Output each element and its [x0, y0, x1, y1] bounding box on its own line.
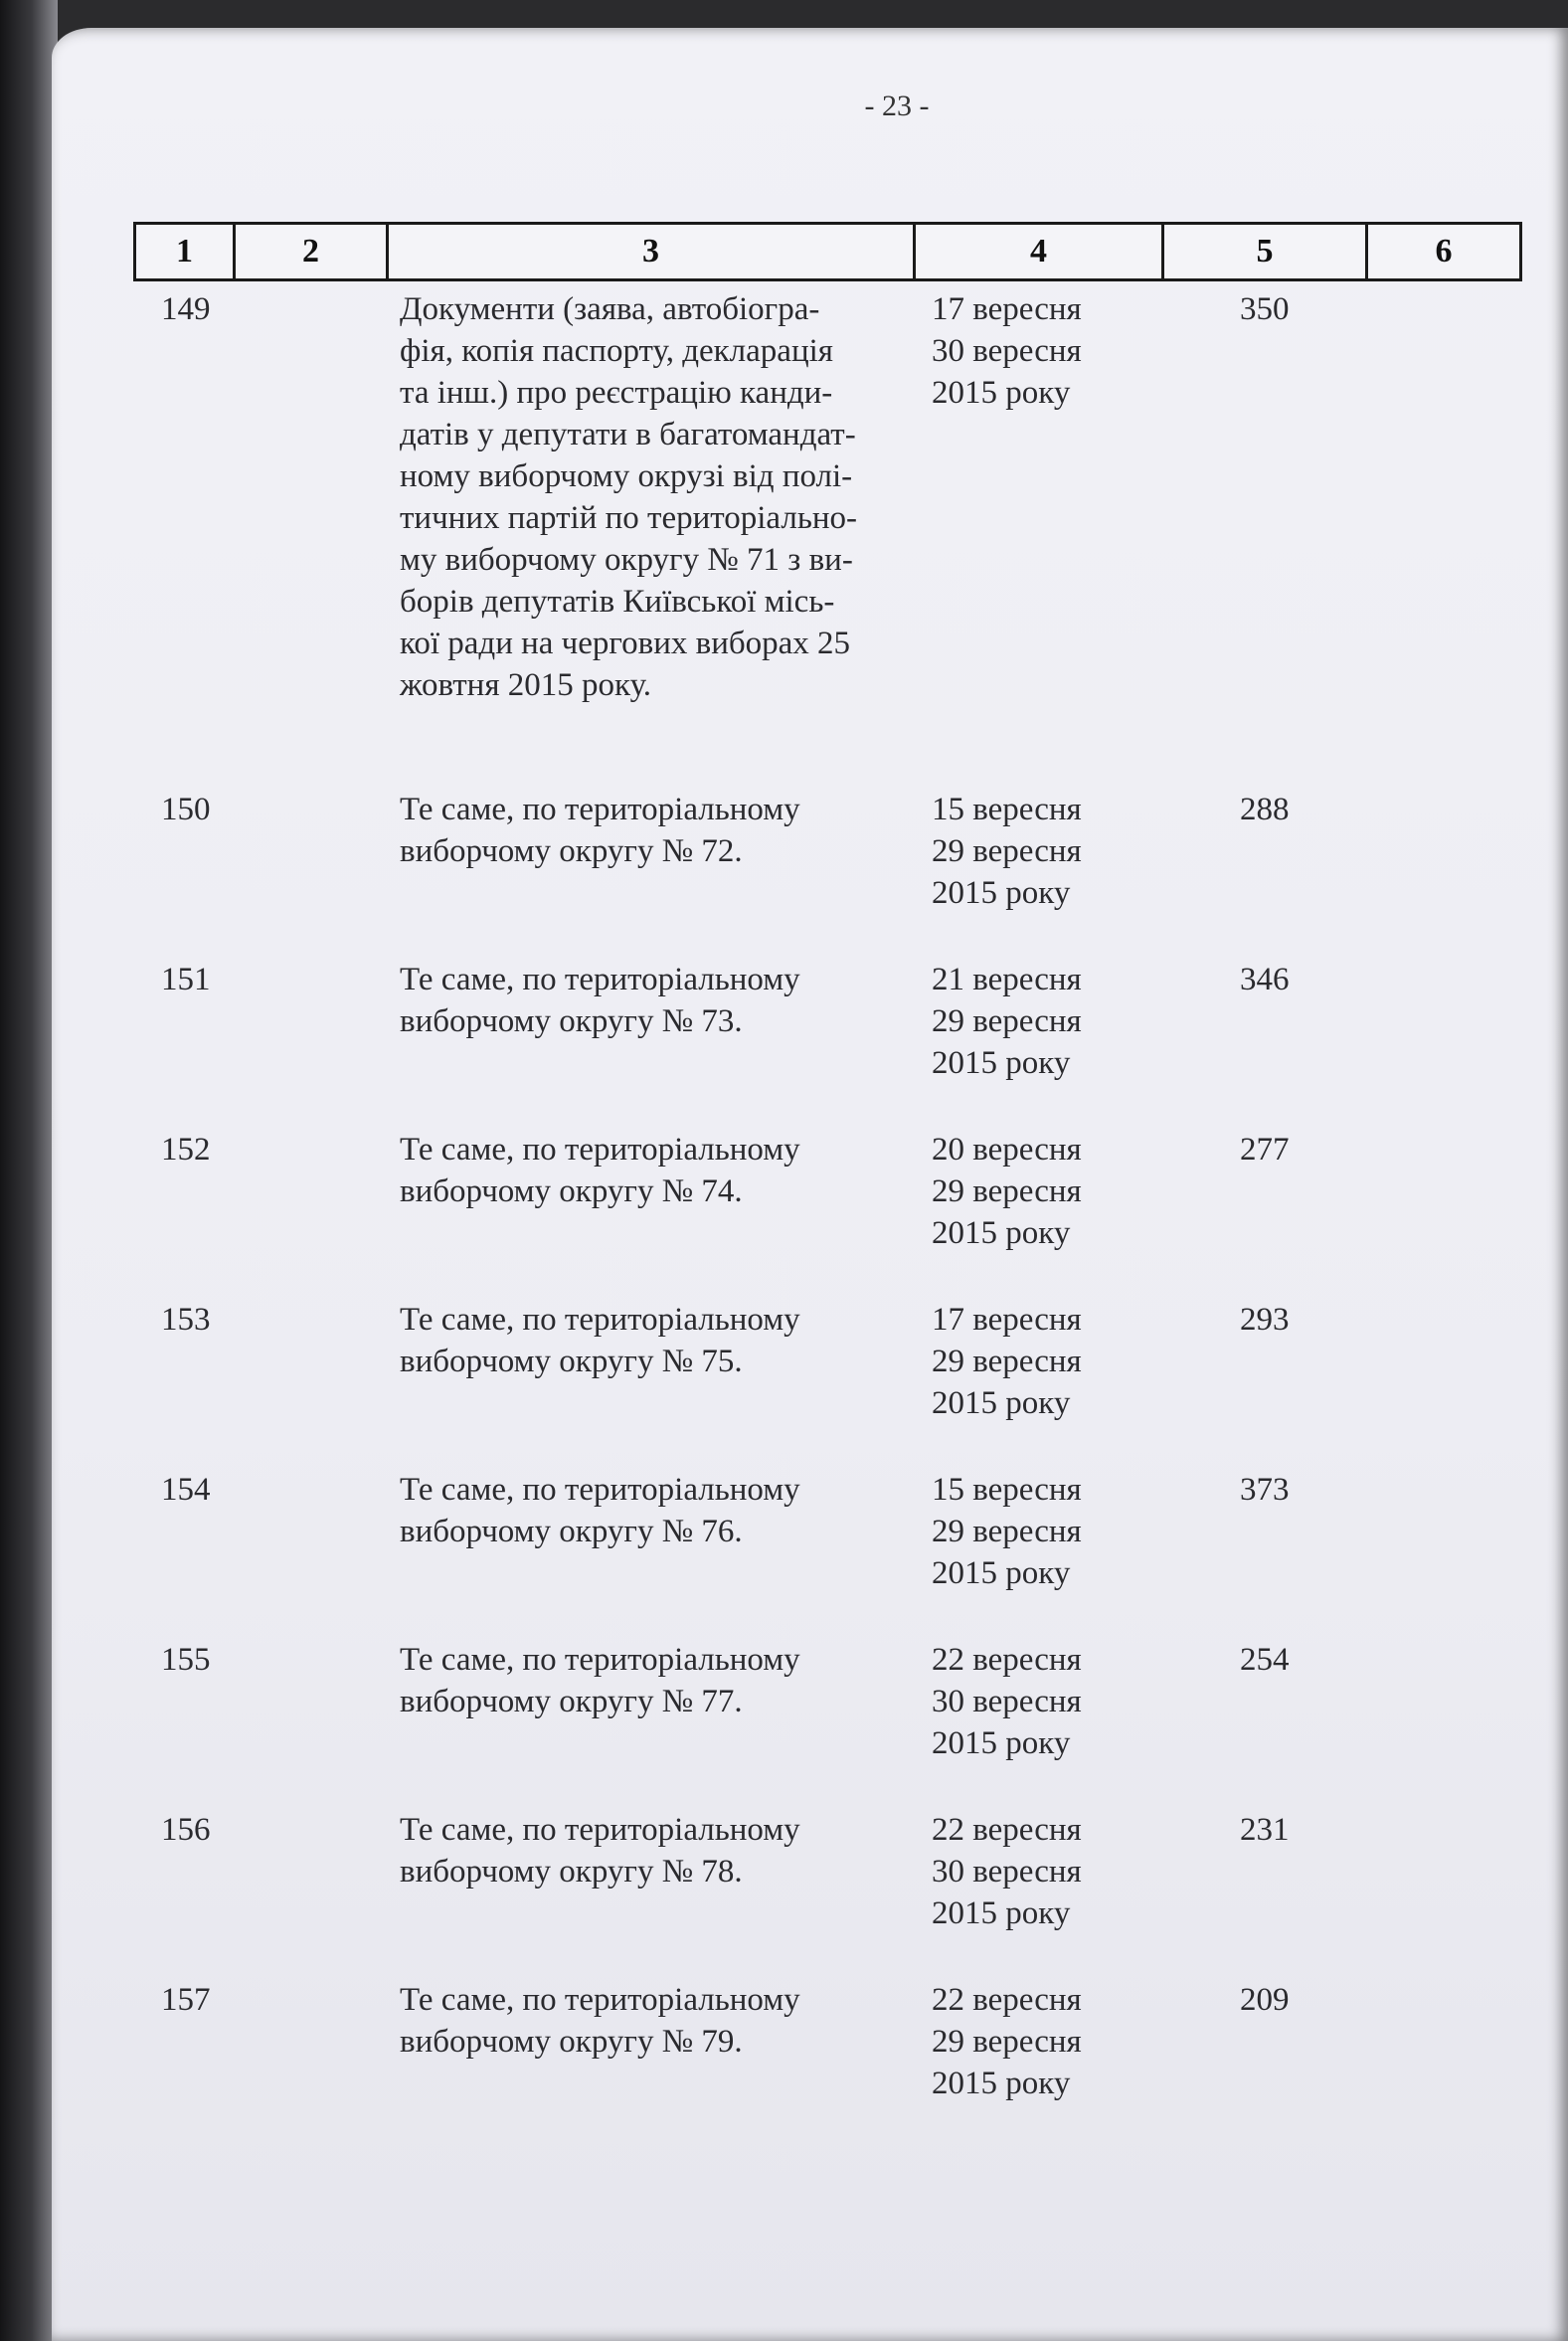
description-line: Те саме, по територіальному — [400, 962, 800, 997]
description-line: датів у депутати в багатомандат- — [400, 417, 856, 452]
description-line: виборчому округу № 74. — [400, 1173, 743, 1209]
row-sheet-count: 346 — [1240, 962, 1290, 997]
row-sheet-count: 373 — [1240, 1472, 1290, 1508]
row-dates — [932, 288, 1170, 414]
row-dates — [932, 789, 1170, 914]
date-line: 2015 року — [932, 1555, 1071, 1591]
date-line: 2015 року — [932, 1215, 1071, 1251]
date-line: 2015 року — [932, 2066, 1071, 2101]
description-line: Те саме, по територіальному — [400, 1472, 800, 1508]
description-line: виборчому округу № 73. — [400, 1003, 743, 1039]
date-line: 30 вересня — [932, 1684, 1082, 1719]
row-sheet-count: 209 — [1240, 1982, 1290, 2018]
description-line: му виборчому округу № 71 з ви- — [400, 542, 853, 578]
description-line: фія, копія паспорту, декларація — [400, 333, 833, 369]
row-sheet-count: 231 — [1240, 1812, 1290, 1848]
row-dates — [932, 1809, 1170, 1934]
row-dates — [932, 1979, 1170, 2104]
date-line: 29 вересня — [932, 1003, 1082, 1039]
row-dates — [932, 1469, 1170, 1594]
date-line: 22 вересня — [932, 1812, 1082, 1848]
date-line: 15 вересня — [932, 792, 1082, 827]
header-col-3: 3 — [389, 225, 916, 278]
date-line: 2015 року — [932, 875, 1071, 911]
row-description — [400, 1979, 917, 2063]
row-dates — [932, 959, 1170, 1084]
description-line: виборчому округу № 72. — [400, 833, 743, 869]
description-line: борів депутатів Київської місь- — [400, 584, 835, 620]
book-spine — [0, 0, 58, 2341]
row-number: 149 — [161, 291, 211, 327]
header-col-2: 2 — [236, 225, 389, 278]
description-line: виборчому округу № 75. — [400, 1344, 743, 1379]
date-line: 29 вересня — [932, 1344, 1082, 1379]
row-number: 152 — [161, 1132, 211, 1168]
date-line: 15 вересня — [932, 1472, 1082, 1508]
row-number: 156 — [161, 1812, 211, 1848]
row-dates — [932, 1129, 1170, 1254]
description-line: Те саме, по територіальному — [400, 1302, 800, 1338]
row-number: 150 — [161, 792, 211, 827]
description-line: Те саме, по територіальному — [400, 792, 800, 827]
row-dates — [932, 1299, 1170, 1424]
row-dates — [932, 1639, 1170, 1764]
description-line: кої ради на чергових виборах 25 — [400, 626, 851, 661]
header-col-6: 6 — [1435, 233, 1453, 270]
description-line: виборчому округу № 79. — [400, 2024, 743, 2060]
row-sheet-count: 277 — [1240, 1132, 1290, 1168]
description-line: виборчому округу № 76. — [400, 1514, 743, 1549]
description-line: виборчому округу № 77. — [400, 1684, 743, 1719]
date-line: 2015 року — [932, 375, 1071, 411]
row-number: 151 — [161, 962, 211, 997]
row-number: 153 — [161, 1302, 211, 1338]
date-line: 2015 року — [932, 1385, 1071, 1421]
description-line: та інш.) про реєстрацію канди- — [400, 375, 833, 411]
row-sheet-count: 288 — [1240, 792, 1290, 827]
description-line: Те саме, по територіальному — [400, 1812, 800, 1848]
row-sheet-count: 293 — [1240, 1302, 1290, 1338]
header-col-5: 5 — [1164, 225, 1368, 278]
date-line: 17 вересня — [932, 1302, 1082, 1338]
description-line: жовтня 2015 року. — [400, 667, 652, 703]
row-description — [400, 1809, 917, 1892]
row-description — [400, 1469, 917, 1552]
date-line: 21 вересня — [932, 962, 1082, 997]
date-line: 29 вересня — [932, 1173, 1082, 1209]
page-number: - 23 - — [864, 90, 930, 122]
row-sheet-count: 254 — [1240, 1642, 1290, 1678]
date-line: 29 вересня — [932, 2024, 1082, 2060]
header-col-4: 4 — [916, 225, 1164, 278]
date-line: 2015 року — [932, 1895, 1071, 1931]
date-line: 2015 року — [932, 1045, 1071, 1081]
date-line: 17 вересня — [932, 291, 1082, 327]
date-line: 2015 року — [932, 1725, 1071, 1761]
description-line: Те саме, по територіальному — [400, 1982, 800, 2018]
row-sheet-count: 350 — [1240, 291, 1290, 327]
date-line: 29 вересня — [932, 1514, 1082, 1549]
row-number: 157 — [161, 1982, 211, 2018]
header-col-1: 1 — [136, 225, 236, 278]
description-line: Те саме, по територіальному — [400, 1642, 800, 1678]
row-description — [400, 1299, 917, 1382]
description-line: Документи (заява, автобіогра- — [400, 291, 820, 327]
description-line: ному виборчому окрузі від полі- — [400, 458, 853, 494]
description-line: виборчому округу № 78. — [400, 1854, 743, 1890]
date-line: 22 вересня — [932, 1982, 1082, 2018]
row-number: 155 — [161, 1642, 211, 1678]
table-header — [133, 222, 1522, 281]
date-line: 22 вересня — [932, 1642, 1082, 1678]
row-description — [400, 959, 917, 1042]
description-line: тичних партій по територіально- — [400, 500, 858, 536]
date-line: 30 вересня — [932, 333, 1082, 369]
row-description — [400, 1639, 917, 1722]
date-line: 30 вересня — [932, 1854, 1082, 1890]
description-line: Те саме, по територіальному — [400, 1132, 800, 1168]
document-page — [52, 28, 1568, 2341]
row-number: 154 — [161, 1472, 211, 1508]
row-description — [400, 1129, 917, 1212]
row-description — [400, 288, 917, 706]
row-description — [400, 789, 917, 872]
date-line: 29 вересня — [932, 833, 1082, 869]
date-line: 20 вересня — [932, 1132, 1082, 1168]
